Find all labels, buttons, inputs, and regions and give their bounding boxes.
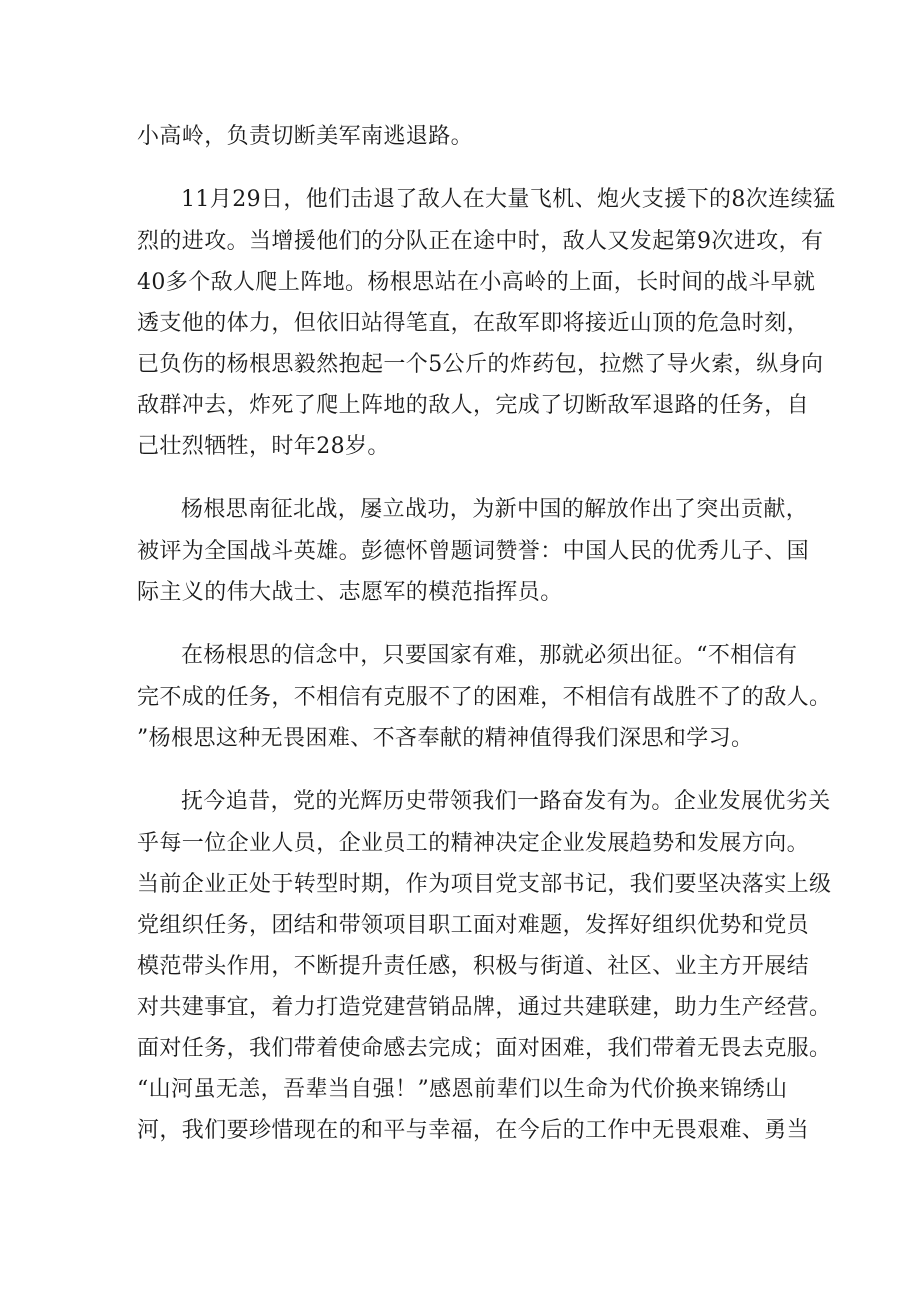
paragraph-line: 党组织任务，团结和带领项目职工面对难题，发挥好组织优势和党员 [137,913,810,938]
paragraph-line: 透支他的体力，但依旧站得笔直，在敌军即将接近山顶的危急时刻， [137,311,810,336]
paragraph-line: 抚今追昔，党的光辉历史带领我们一路奋发有为。企业发展优劣关 [181,789,831,814]
paragraph-line: 完不成的任务，不相信有克服不了的困难，不相信有战胜不了的敌人。 [137,685,832,710]
paragraph-line: ”杨根思这种无畏困难、不吝奉献的精神值得我们深思和学习。 [137,726,754,751]
paragraph-line: 烈的进攻。当增援他们的分队正在途中时，敌人又发起第9次进攻，有 [137,229,824,254]
paragraph-line: 小高岭，负责切断美军南逃退路。 [137,124,474,149]
paragraph-line: 杨根思南征北战，屡立战功，为新中国的解放作出了突出贡献， [181,497,809,522]
paragraph-line: 在杨根思的信念中，只要国家有难，那就必须出征。“不相信有 [181,643,798,668]
paragraph-line: 当前企业正处于转型时期，作为项目党支部书记，我们要坚决落实上级 [137,872,832,897]
paragraph-line: “山河虽无恙，吾辈当自强！”感恩前辈们以生命为代价换来锦绣山 [137,1077,788,1102]
paragraph-line: 河，我们要珍惜现在的和平与幸福，在今后的工作中无畏艰难、勇当 [137,1118,810,1143]
paragraph-line: 被评为全国战斗英雄。彭德怀曾题词赞誉：中国人民的优秀儿子、国 [137,539,810,564]
paragraph-line: 际主义的伟大战士、志愿军的模范指挥员。 [137,580,563,605]
paragraph-line: 敌群冲去，炸死了爬上阵地的敌人，完成了切断敌军退路的任务，自 [137,393,810,418]
paragraph-line: 模范带头作用，不断提升责任感，积极与街道、社区、业主方开展结 [137,954,810,979]
paragraph-line: 面对任务，我们带着使命感去完成；面对困难，我们带着无畏去克服。 [137,1036,832,1061]
paragraph-line: 对共建事宜，着力打造党建营销品牌，通过共建联建，助力生产经营。 [137,995,832,1020]
paragraph-line: 己壮烈牺牲，时年28岁。 [137,434,390,459]
paragraph-line: 已负伤的杨根思毅然抱起一个5公斤的炸药包，拉燃了导火索，纵身向 [137,352,824,377]
paragraph-line: 乎每一位企业人员，企业员工的精神决定企业发展趋势和发展方向。 [137,831,810,856]
paragraph-line: 11月29日，他们击退了敌人在大量飞机、炮火支援下的8次连续猛 [181,187,836,212]
paragraph-line: 40多个敌人爬上阵地。杨根思站在小高岭的上面，长时间的战斗早就 [137,270,816,295]
